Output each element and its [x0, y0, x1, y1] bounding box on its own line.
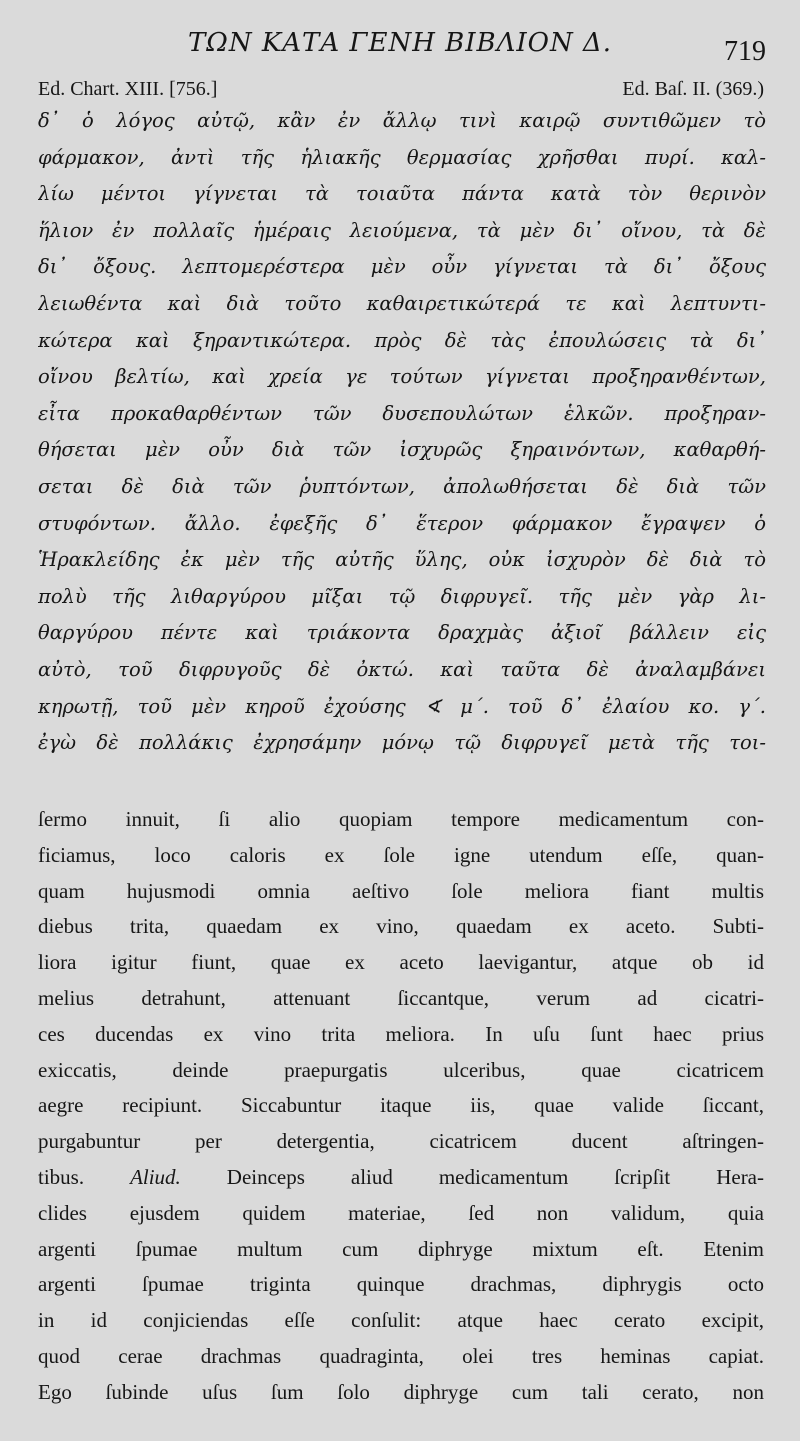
greek-line: στυφόντων. ἄλλο. ἐφεξῆς δ᾽ ἕτερον φάρμακον ἔγραψεν ὁ	[38, 511, 766, 535]
latin-line: purgabuntur per detergentia, cicatricem ducent aſtringen-	[38, 1129, 764, 1154]
latin-line-start: tibus.	[38, 1164, 85, 1189]
edition-reference-right: Ed. Baſ. II. (369.)	[622, 78, 764, 100]
latin-line: clides ejusdem quidem materiae, ſed non validum, quia	[38, 1200, 764, 1225]
greek-line: κηρωτῇ, τοῦ μὲν κηροῦ ἐχούσης ∢ μ΄. τοῦ δ᾽ ἐλαίου κο. γ΄.	[38, 694, 766, 718]
latin-line: diebus trita, quaedam ex vino, quaedam ex aceto. Subti-	[38, 914, 764, 939]
latin-line-rest: Deinceps aliud medicamentum ſcripſit Hera-	[226, 1164, 764, 1189]
greek-line: ἥλιον ἐν πολλαῖς ἡμέραις λειούμενα, τὰ μὲν δι᾽ οἴνου, τὰ δὲ	[38, 218, 766, 242]
greek-line: θήσεται μὲν οὖν διὰ τῶν ἰσχυρῶς ξηραινόντων, καθαρθή-	[38, 438, 766, 462]
latin-line: melius detrahunt, attenuant ſiccantque, verum ad cicatri-	[38, 985, 764, 1010]
greek-line: ἐγὼ δὲ πολλάκις ἐχρησάμην μόνῳ τῷ διφρυγεῖ μετὰ τῆς τοι-	[38, 731, 766, 755]
section-heading-aliud: Aliud.	[130, 1164, 181, 1189]
latin-line: Ego ſubinde uſus ſum ſolo diphryge cum tali cerato, non	[38, 1379, 764, 1404]
greek-line: σεται δὲ διὰ τῶν ῥυπτόντων, ἀπολωθήσεται δὲ διὰ τῶν	[38, 474, 766, 498]
greek-line: λίω μέντοι γίγνεται τὰ τοιαῦτα πάντα κατὰ τὸν θερινὸν	[38, 182, 766, 206]
latin-line: aegre recipiunt. Siccabuntur itaque iis, quae valide ſiccant,	[38, 1093, 764, 1118]
latin-text-block	[38, 802, 764, 1411]
greek-line: εἶτα προκαθαρθέντων τῶν δυσεπουλώτων ἑλκῶν. προξηραν-	[38, 401, 766, 425]
greek-line: οἴνου βελτίω, καὶ χρεία γε τούτων γίγνεται προξηρανθέντων,	[38, 365, 766, 389]
greek-line: πολὺ τῆς λιθαργύρου μῖξαι τῷ διφρυγεῖ. τῆς μὲν γὰρ λι-	[38, 584, 766, 608]
greek-line: κώτερα καὶ ξηραντικώτερα. πρὸς δὲ τὰς ἐπουλώσεις τὰ δι᾽	[38, 328, 766, 352]
latin-line: ſermo innuit, ſi alio quopiam tempore medicamentum con-	[38, 807, 764, 831]
greek-line: αὐτὸ, τοῦ διφρυγοῦς δὲ ὀκτώ. καὶ ταῦτα δὲ ἀναλαμβάνει	[38, 657, 766, 681]
latin-line: liora igitur fiunt, quae ex aceto laevigantur, atque ob id	[38, 950, 764, 975]
greek-line: δ᾽ ὁ λόγος αὐτῷ, κἂν ἐν ἄλλῳ τινὶ καιρῷ συντιθῶμεν τὸ	[38, 109, 766, 132]
latin-line: quam hujusmodi omnia aeſtivo ſole meliora fiant multis	[38, 878, 764, 903]
latin-line: ficiamus, loco caloris ex ſole igne utendum eſſe, quan-	[38, 842, 764, 867]
greek-line: φάρμακον, ἀντὶ τῆς ἡλιακῆς θερμασίας χρῆσθαι πυρί. καλ-	[38, 145, 766, 169]
greek-text-block	[38, 103, 766, 762]
latin-line-with-heading	[38, 1160, 764, 1196]
greek-line: δι᾽ ὄξους. λεπτομερέστερα μὲν οὖν γίγνεται τὰ δι᾽ ὄξους	[38, 255, 766, 279]
page-number: 719	[724, 36, 766, 67]
greek-line: θαργύρου πέντε καὶ τριάκοντα δραχμὰς ἀξιοῖ βάλλειν εἰς	[38, 621, 766, 645]
running-head: ΤΩΝ ΚΑΤΑ ΓΕΝΗ ΒΙΒΛΙΟΝ Δ.	[187, 28, 613, 58]
latin-line: argenti ſpumae triginta quinque drachmas, diphrygis octo	[38, 1272, 764, 1297]
latin-line: argenti ſpumae multum cum diphryge mixtum eſt. Etenim	[38, 1236, 764, 1261]
edition-reference-left: Ed. Chart. XIII. [756.]	[38, 78, 218, 100]
latin-line: quod cerae drachmas quadraginta, olei tres heminas capiat.	[38, 1343, 764, 1368]
greek-line: λειωθέντα καὶ διὰ τοῦτο καθαιρετικώτερά τε καὶ λεπτυντι-	[38, 291, 766, 315]
greek-line: Ἡρακλείδης ἐκ μὲν τῆς αὐτῆς ὕλης, οὐκ ἰσχυρὸν δὲ διὰ τὸ	[38, 548, 766, 572]
latin-line: in id conjiciendas eſſe conſulit: atque haec cerato excipit,	[38, 1308, 764, 1333]
latin-line: exiccatis, deinde praepurgatis ulceribus, quae cicatricem	[38, 1057, 764, 1082]
latin-line: ces ducendas ex vino trita meliora. In uſu ſunt haec prius	[38, 1021, 764, 1046]
